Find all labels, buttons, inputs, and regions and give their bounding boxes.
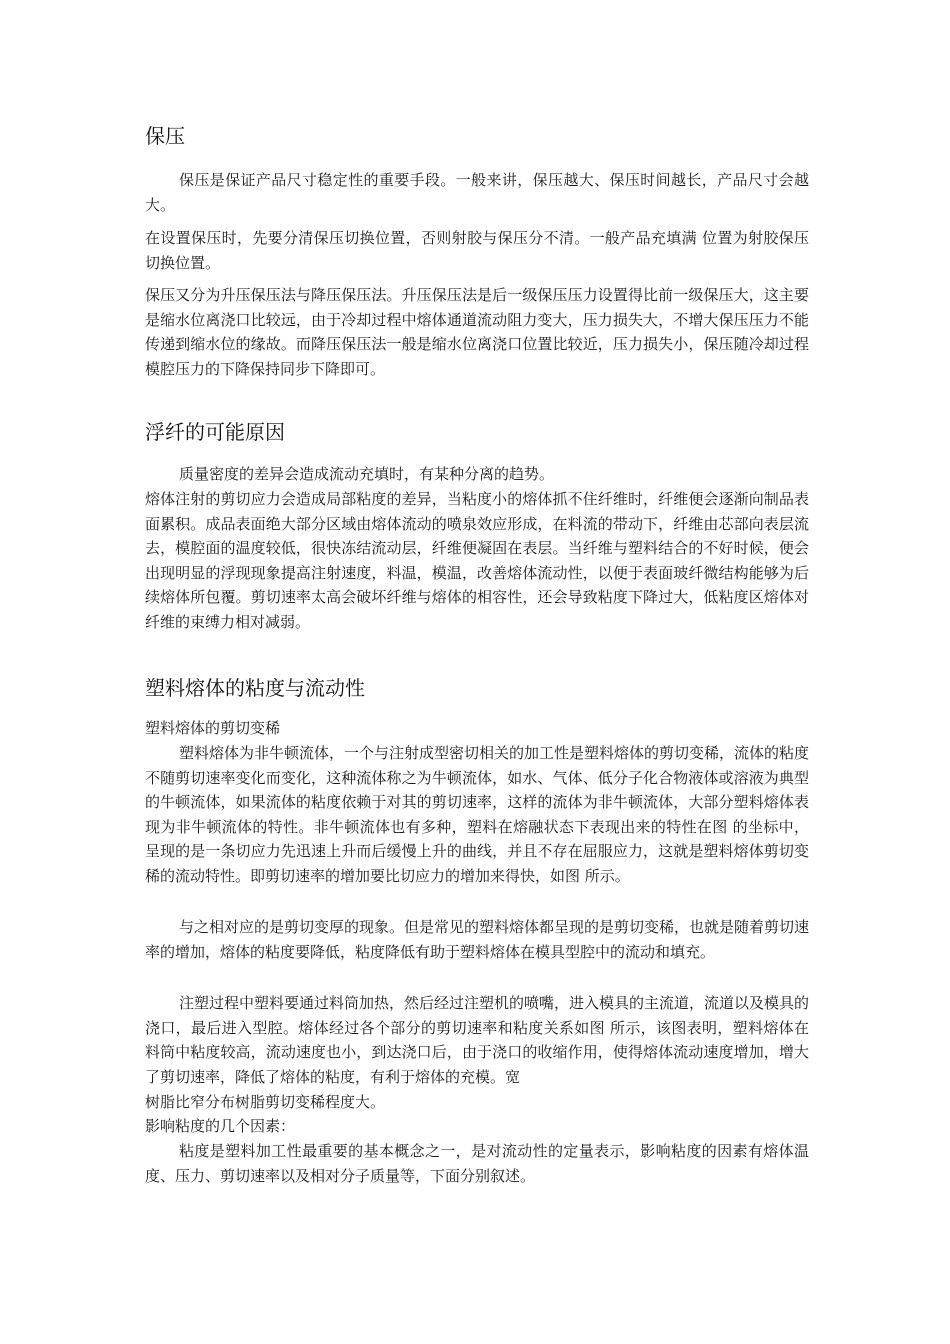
paragraph: 保压是保证产品尺寸稳定性的重要手段。一般来讲，保压越大、保压时间越长，产品尺寸会越大。 xyxy=(145,171,809,214)
subheading: 塑料熔体的剪切变稀 xyxy=(145,719,281,737)
paragraph: 塑料熔体为非牛顿流体，一个与注射成型密切相关的加工性是塑料熔体的剪切变稀，流体的粘度不随剪切速率变化而变化，这种流体称之为牛顿流体，如水、气体、低分子化合物液体或溶液为典型的牛顿流体，如果流体的粘度依赖于对其的剪切速率，这样的流体为非牛顿流体，大部分塑料熔体表现为非牛顿流体的特性。非牛顿流体也有多种，塑料在熔融状态下表现出来的特性在图 的坐标中，呈现的是一条切应力先迅速上升而后缓慢上升的曲线，并且不存在屈服应力，这就是塑料熔体剪切变稀的流动特性。即剪切速率的增加要比切应力的增加来得快，如图 所示。 xyxy=(145,744,810,885)
paragraph: 粘度是塑料加工性最重要的基本概念之一，是对流动性的定量表示，影响粘度的因素有熔体温度、压力、剪切速率以及相对分子质量等，下面分别叙述。 xyxy=(145,1142,809,1185)
section-title-floating-fiber: 浮纤的可能原因 xyxy=(145,420,285,444)
paragraph: 熔体注射的剪切应力会造成局部粘度的差异，当粘度小的熔体抓不住纤维时，纤维便会逐渐向制品表面累积。成品表面绝大部分区域由熔体流动的喷泉效应形成，在料流的带动下，纤维由芯部向表层流去，模腔面的温度较低，很快冻结流动层，纤维便凝固在表层。当纤维与塑料结合的不好时候，便会出现明显的浮现现象提高注射速度，料温，模温，改善熔体流动性，以便于表面玻纤微结构能够为后续熔体所包覆。剪切速率太高会破坏纤维与熔体的相容性，还会导致粘度下降过大，低粘度区熔体对纤维的束缚力相对减弱。 xyxy=(145,490,809,631)
paragraph: 注塑过程中塑料要通过料筒加热，然后经过注塑机的喷嘴，进入模具的主流道，流道以及模具的浇口，最后进入型腔。熔体经过各个部分的剪切速率和粘度关系如图 所示，该图表明，塑料熔体在料筒中粘度较高，流动速度也小，到达浇口后，由于浇口的收缩作用，使得熔体流动速度增加，增大了剪切速率，降低了熔体的粘度，有利于熔体的充模。宽 xyxy=(145,994,810,1086)
paragraph: 与之相对应的是剪切变厚的现象。但是常见的塑料熔体都呈现的是剪切变稀，也就是随着剪切速率的增加，熔体的粘度要降低，粘度降低有助于塑料熔体在模具型腔中的流动和填充。 xyxy=(145,918,810,961)
paragraph: 在设置保压时，先要分清保压切换位置，否则射胶与保压分不清。一般产品充填满 位置为射胶保压切换位置。 xyxy=(145,229,809,272)
paragraph: 保压又分为升压保压法与降压保压法。升压保压法是后一级保压压力设置得比前一级保压大，这主要是缩水位离浇口比较远，由于冷却过程中熔体通道流动阻力变大，压力损失大，不增大保压压力不能传递到缩水位的缘故。而降压保压法一般是缩水位离浇口位置比较近，压力损失小，保压随冷却过程模腔压力的下降保持同步下降即可。 xyxy=(145,286,809,378)
section-title-melt-viscosity: 塑料熔体的粘度与流动性 xyxy=(145,676,365,700)
document-page xyxy=(145,0,809,1344)
paragraph: 质量密度的差异会造成流动充填时，有某种分离的趋势。 xyxy=(179,465,555,483)
subheading: 影响粘度的几个因素： xyxy=(145,1117,296,1135)
section-title-holding-pressure: 保压 xyxy=(145,124,185,148)
paragraph: 树脂比窄分布树脂剪切变稀程度大。 xyxy=(145,1093,386,1111)
